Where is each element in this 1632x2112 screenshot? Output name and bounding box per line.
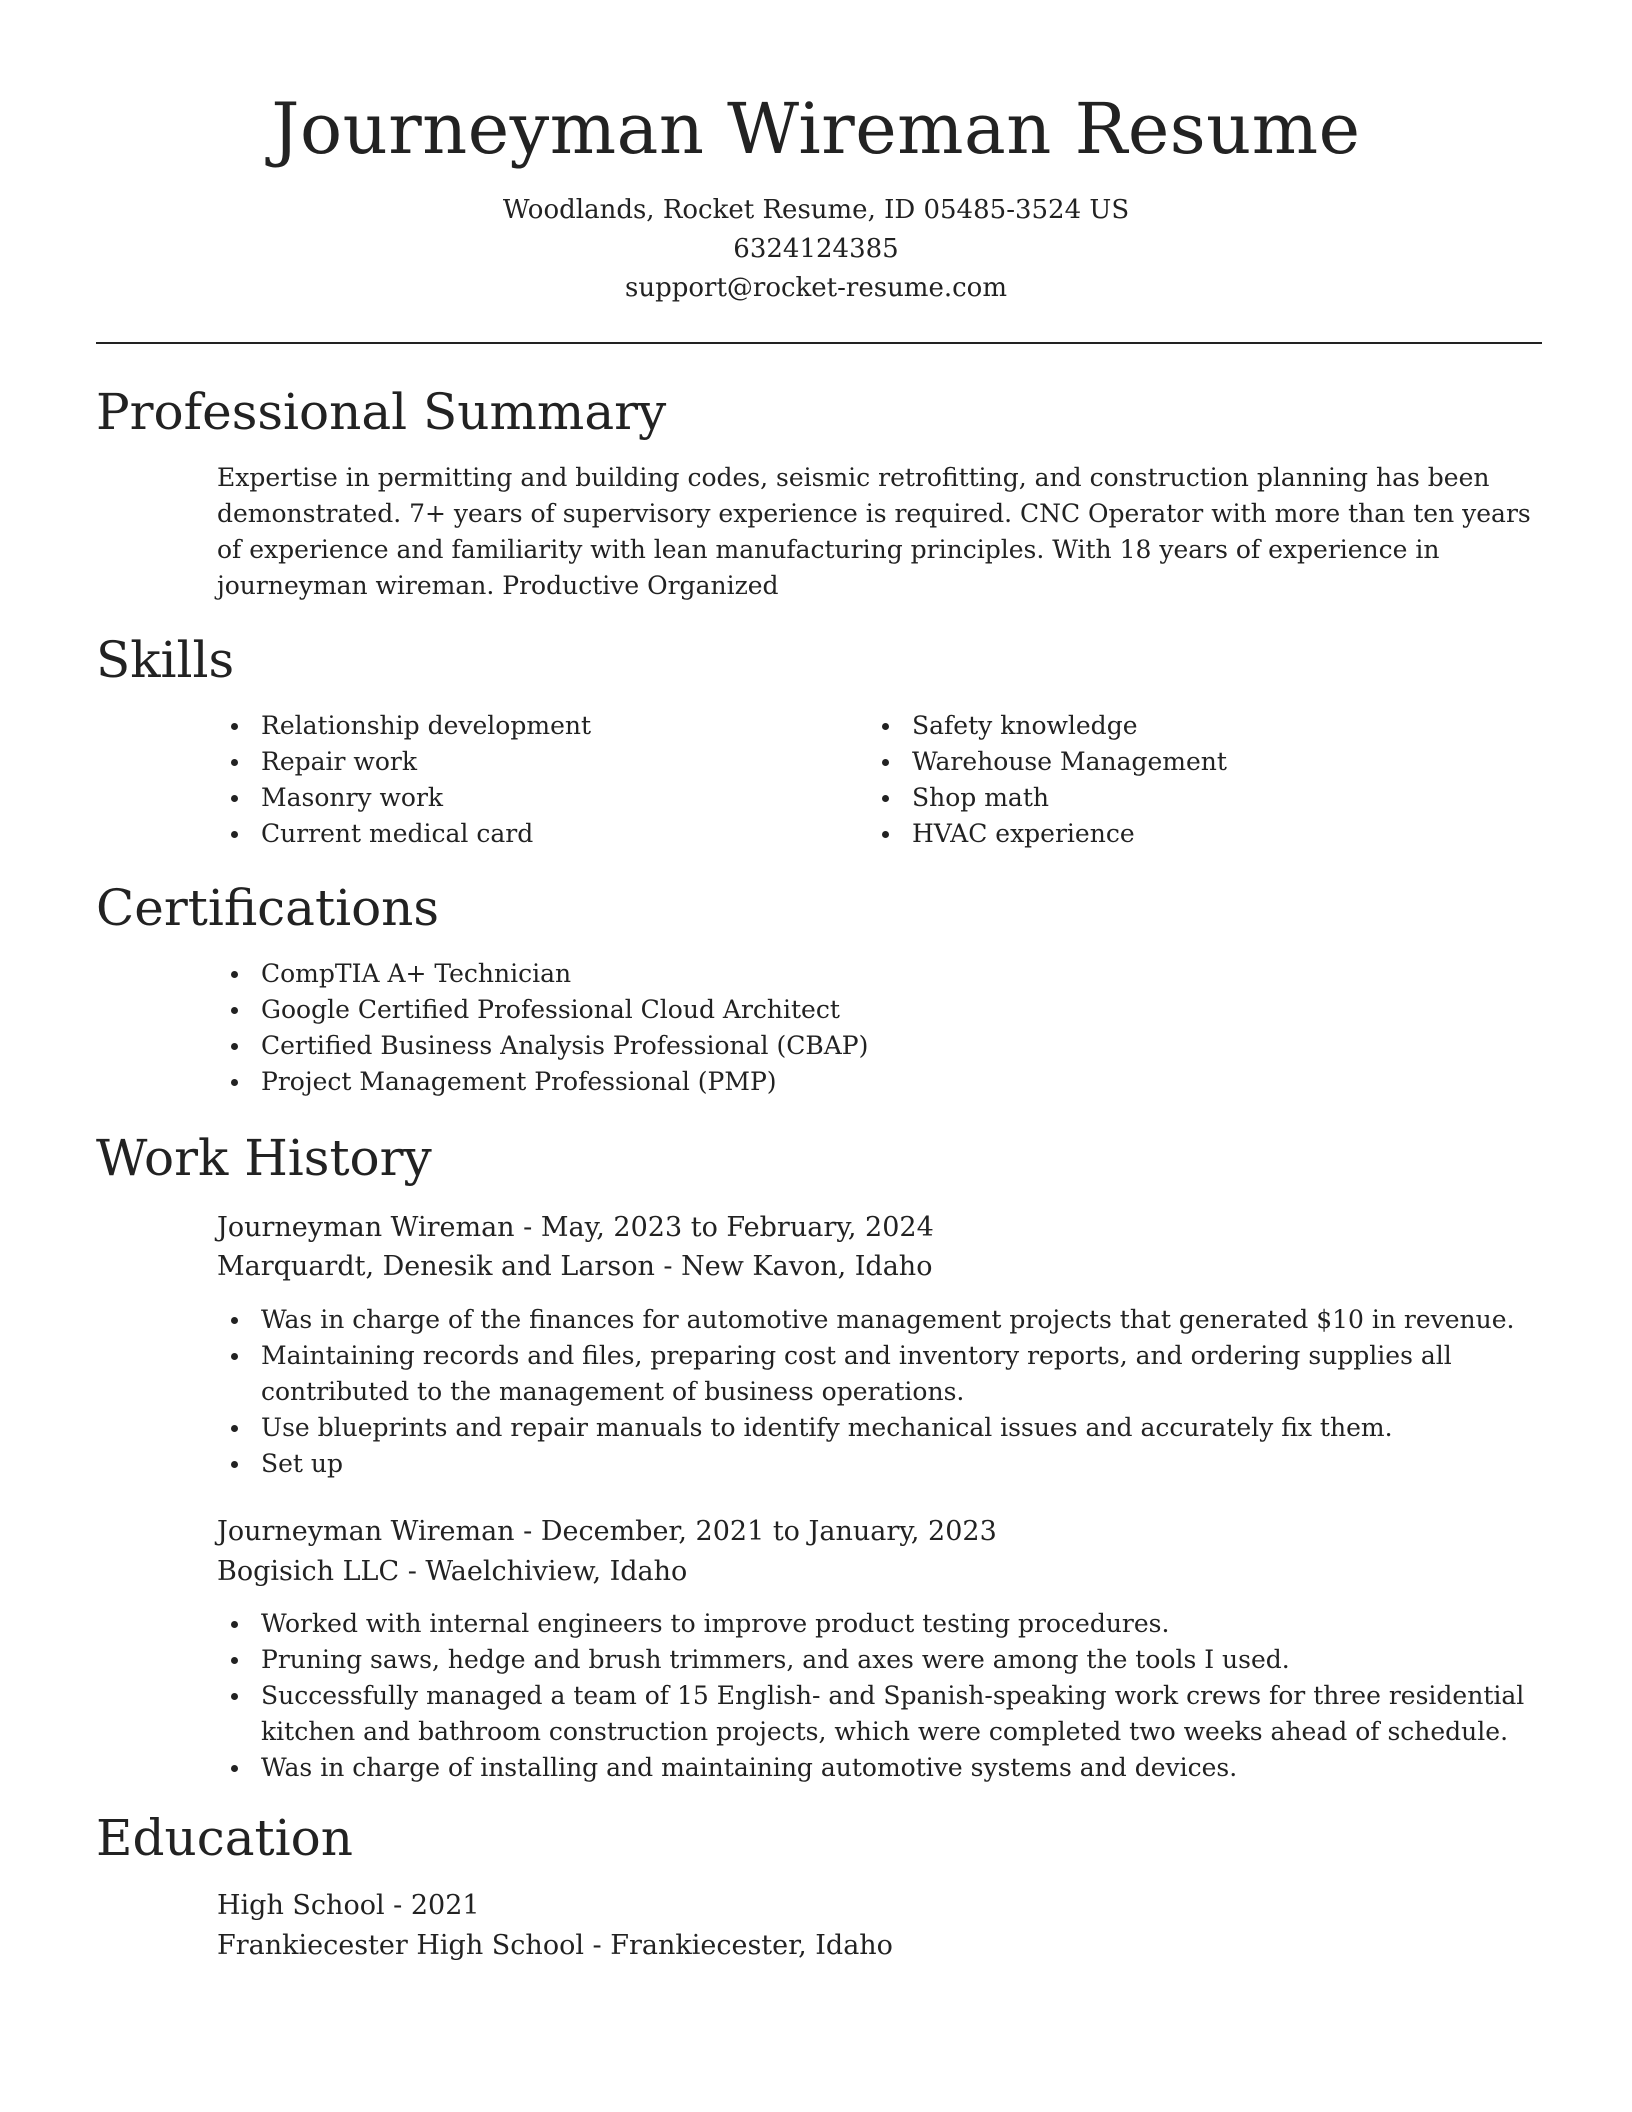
education-heading: Education [96,1809,353,1867]
job-company-line: Bogisich LLC - Waelchiview, Idaho [217,1556,688,1587]
contact-address: Woodlands, Rocket Resume, ID 05485-3524 US [502,195,1130,225]
skill-item: Shop math [868,780,1508,816]
job-bullet: Use blueprints and repair manuals to identify mechanical issues and accurately fix them. [217,1410,1537,1446]
skill-item: Current medical card [217,816,857,852]
job-bullet: Successfully managed a team of 15 English- and Spanish-speaking work crews for three residential kitchen and bathroom construction projects, which were completed two weeks ahead of schedule. [217,1678,1537,1750]
skill-item: HVAC experience [868,816,1508,852]
header-divider [96,342,1542,344]
skill-item: Repair work [217,744,857,780]
job-title-line: Journeyman Wireman - May, 2023 to February, 2024 [217,1212,934,1243]
skill-item: Relationship development [217,708,857,744]
contact-phone: 6324124385 [733,234,899,264]
contact-email: support@rocket-resume.com [624,273,1007,303]
work-history-heading: Work History [96,1129,432,1187]
education-school-line: Frankiecester High School - Frankiecester, Idaho [217,1930,893,1961]
job-bullets [217,1606,1537,1786]
skill-item: Warehouse Management [868,744,1508,780]
job-bullet: Set up [217,1446,1537,1482]
skills-list-left [217,708,857,852]
skill-item: Safety knowledge [868,708,1508,744]
certifications-list [217,956,1537,1100]
summary-text: Expertise in permitting and building codes, seismic retrofitting, and construction planning has been demonstrated. 7+ years of supervisory experience is required. CNC Operator with more than ten years of experience and familiarity with lean manufacturing principles. With 18 years of experience in journeyman wireman. Productive Organized [217,463,1531,600]
certification-item: Project Management Professional (PMP) [217,1064,1537,1100]
job-bullets [217,1302,1537,1482]
job-bullet: Was in charge of the finances for automotive management projects that generated $10 in revenue. [217,1302,1537,1338]
skills-list-right [868,708,1508,852]
certifications-heading: Certifications [96,879,440,937]
contact-block [0,191,1632,308]
skill-item: Masonry work [217,780,857,816]
job-bullet: Was in charge of installing and maintaining automotive systems and devices. [217,1750,1537,1786]
job-bullet: Pruning saws, hedge and brush trimmers, and axes were among the tools I used. [217,1642,1537,1678]
summary-heading: Professional Summary [96,383,667,441]
certification-item: Certified Business Analysis Professional (CBAP) [217,1028,1537,1064]
education-degree-line: High School - 2021 [217,1890,480,1921]
job-bullet: Maintaining records and files, preparing cost and inventory reports, and ordering supplies all contributed to the management of business operations. [217,1338,1537,1410]
job-title-line: Journeyman Wireman - December, 2021 to January, 2023 [217,1516,997,1547]
job-company-line: Marquardt, Denesik and Larson - New Kavon, Idaho [217,1251,933,1282]
certification-item: Google Certified Professional Cloud Architect [217,992,1537,1028]
certification-item: CompTIA A+ Technician [217,956,1537,992]
resume-title: Journeyman Wireman Resume [271,88,1361,170]
skills-heading: Skills [96,631,235,689]
job-bullet: Worked with internal engineers to improve product testing procedures. [217,1606,1537,1642]
